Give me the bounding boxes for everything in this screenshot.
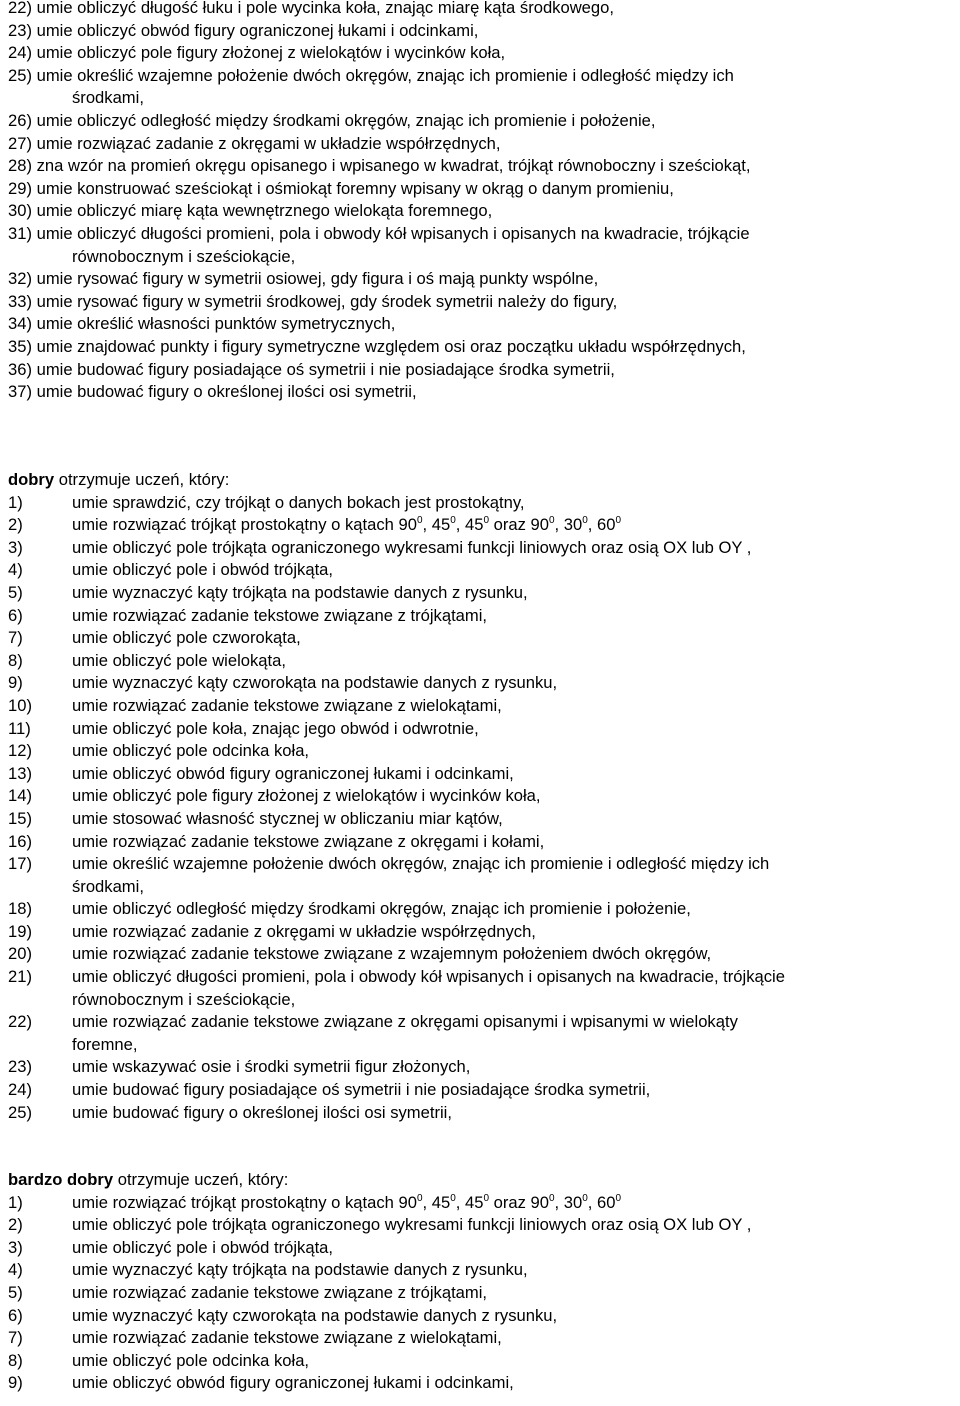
list-item xyxy=(8,492,960,515)
item-text xyxy=(72,853,960,876)
item-text-main: umie obliczyć pole wielokąta, xyxy=(72,650,286,670)
item-text: umie określić wzajemne położenie dwóch okręgów, znając ich promienie i odległość między ich xyxy=(36,65,734,85)
list-item xyxy=(8,921,960,944)
requirements-bardzo-dobry xyxy=(8,1169,960,1395)
item-text xyxy=(72,672,960,695)
item-number: 12) xyxy=(8,741,32,761)
list-item xyxy=(8,42,960,65)
item-text-main: umie obliczyć pole trójkąta ograniczonego wykresami funkcji liniowych oraz osią OX lub OY , xyxy=(72,1215,752,1235)
item-text xyxy=(72,1350,960,1373)
degree-superscript: 0 xyxy=(582,515,588,527)
item-text-main: umie obliczyć pole koła, znając jego obwód i odwrotnie, xyxy=(72,718,479,738)
list-item xyxy=(8,831,960,854)
item-text xyxy=(72,492,960,515)
list-item xyxy=(8,605,960,628)
item-text xyxy=(72,718,960,741)
list-item xyxy=(8,1305,960,1328)
list-item xyxy=(8,65,960,110)
item-text xyxy=(72,785,960,808)
item-number: 2) xyxy=(8,1215,23,1235)
list-item xyxy=(8,1350,960,1373)
item-text: umie budować figury posiadające oś symetrii i nie posiadające środka symetrii, xyxy=(36,359,615,379)
item-text-main: umie wyznaczyć kąty trójkąta na podstawie danych z rysunku, xyxy=(72,582,528,602)
item-number: 23) xyxy=(8,20,32,40)
item-number: 4) xyxy=(8,1260,23,1280)
item-text xyxy=(72,966,960,989)
item-text xyxy=(72,627,960,650)
item-text-part: , 45 xyxy=(422,1192,451,1212)
item-text-main: umie obliczyć pole odcinka koła, xyxy=(72,741,310,761)
item-text xyxy=(72,605,960,628)
list-item xyxy=(8,650,960,673)
item-number: 13) xyxy=(8,763,32,783)
item-text xyxy=(72,831,960,854)
item-text-main: umie budować figury posiadające oś symetrii i nie posiadające środka symetrii, xyxy=(72,1080,651,1100)
item-number: 5) xyxy=(8,582,23,602)
item-text-main: umie obliczyć pole i obwód trójkąta, xyxy=(72,1237,334,1257)
list-item xyxy=(8,155,960,178)
list-item xyxy=(8,514,960,537)
item-text: umie rysować figury w symetrii środkowej, gdy środek symetrii należy do figury, xyxy=(36,291,618,311)
item-text-continued: środkami, xyxy=(72,88,144,108)
item-text xyxy=(72,808,960,831)
item-text-main: umie rozwiązać zadanie tekstowe związane z okręgami opisanymi i wpisanymi w wielokąty xyxy=(72,1012,738,1032)
requirements-dobry xyxy=(8,469,960,1124)
item-text xyxy=(72,1372,960,1395)
item-text-continued: równobocznym i sześciokącie, xyxy=(72,246,296,266)
item-text: umie obliczyć długość łuku i pole wycinka koła, znając miarę kąta środkowego, xyxy=(36,0,614,17)
list-item xyxy=(8,672,960,695)
item-text-main: umie wyznaczyć kąty trójkąta na podstawie danych z rysunku, xyxy=(72,1260,528,1280)
grade-heading-bardzo-dobry xyxy=(8,1169,960,1192)
item-text-continued: foremne, xyxy=(72,1034,138,1054)
item-number: 16) xyxy=(8,831,32,851)
list-item xyxy=(8,853,960,898)
item-text-main: umie rozwiązać zadanie tekstowe związane z wielokątami, xyxy=(72,1328,502,1348)
item-text xyxy=(72,1305,960,1328)
item-text-main: umie obliczyć pole figury złożonej z wielokątów i wycinków koła, xyxy=(72,786,541,806)
item-text xyxy=(72,537,960,560)
degree-superscript: 0 xyxy=(548,1192,555,1204)
item-number: 33) xyxy=(8,291,32,311)
item-text xyxy=(72,1102,960,1125)
item-text: umie znajdować punkty i figury symetryczne względem osi oraz początku układu współrzędnych, xyxy=(36,336,746,356)
item-number: 35) xyxy=(8,336,32,356)
item-text xyxy=(72,1079,960,1102)
item-text-main: umie rozwiązać zadanie tekstowe związane z trójkątami, xyxy=(72,605,488,625)
item-text: umie obliczyć pole figury złożonej z wielokątów i wycinków koła, xyxy=(36,43,506,63)
item-number: 26) xyxy=(8,110,32,130)
item-text xyxy=(72,1259,960,1282)
item-number: 29) xyxy=(8,178,32,198)
list-item xyxy=(8,0,960,20)
item-text-part: , 45 xyxy=(455,515,484,535)
item-text: umie konstruować sześciokąt i ośmiokąt foremny wpisany w okrąg o danym promieniu, xyxy=(36,178,674,198)
degree-superscript: 0 xyxy=(416,515,423,527)
item-number: 17) xyxy=(8,854,32,874)
item-text xyxy=(72,1056,960,1079)
list-item xyxy=(8,20,960,43)
item-number: 37) xyxy=(8,382,32,402)
list-item xyxy=(8,1011,960,1056)
grade-intro: otrzymuje uczeń, który: xyxy=(54,470,230,489)
item-text-part: , 30 xyxy=(554,1192,583,1212)
item-text-main: umie wyznaczyć kąty czworokąta na podstawie danych z rysunku, xyxy=(72,673,558,693)
item-text-main: umie obliczyć długości promieni, pola i obwody kół wpisanych i opisanych na kwadracie, trójkącie xyxy=(72,967,785,987)
item-text-main: umie rozwiązać zadanie tekstowe związane z wielokątami, xyxy=(72,695,502,715)
item-text-part: , 60 xyxy=(587,515,616,535)
item-number: 9) xyxy=(8,1373,23,1393)
item-text-main: umie obliczyć pole i obwód trójkąta, xyxy=(72,560,334,580)
item-number: 4) xyxy=(8,560,23,580)
list-item xyxy=(8,133,960,156)
degree-superscript: 0 xyxy=(416,1192,423,1204)
list-item xyxy=(8,1372,960,1395)
list-item xyxy=(8,1259,960,1282)
list-item xyxy=(8,110,960,133)
list-item xyxy=(8,1079,960,1102)
item-number: 31) xyxy=(8,223,32,243)
grade-intro: otrzymuje uczeń, który: xyxy=(113,1170,289,1189)
degree-superscript: 0 xyxy=(450,1192,456,1204)
grade-label: dobry xyxy=(8,470,55,489)
list-item xyxy=(8,718,960,741)
item-number: 1) xyxy=(8,492,23,512)
item-text xyxy=(72,1214,960,1237)
item-number: 7) xyxy=(8,1328,23,1348)
item-text: umie rysować figury w symetrii osiowej, gdy figura i oś mają punkty wspólne, xyxy=(36,269,599,289)
item-number: 22) xyxy=(8,0,32,17)
item-number: 23) xyxy=(8,1057,32,1077)
item-text xyxy=(72,1282,960,1305)
list-item xyxy=(8,178,960,201)
list-item xyxy=(8,1102,960,1125)
grade-heading-dobry xyxy=(8,469,960,492)
degree-superscript: 0 xyxy=(615,1192,622,1204)
item-number: 6) xyxy=(8,1305,23,1325)
list-item xyxy=(8,1056,960,1079)
item-number: 7) xyxy=(8,628,23,648)
item-text-main: umie sprawdzić, czy trójkąt o danych bokach jest prostokątny, xyxy=(72,492,525,512)
requirements-list xyxy=(8,1192,960,1395)
list-item xyxy=(8,695,960,718)
item-number: 9) xyxy=(8,673,23,693)
item-number: 14) xyxy=(8,786,32,806)
item-number: 24) xyxy=(8,43,32,63)
item-number: 10) xyxy=(8,695,32,715)
item-text-main: umie obliczyć obwód figury ograniczonej łukami i odcinkami, xyxy=(72,1373,514,1393)
item-number: 21) xyxy=(8,967,32,987)
item-text-main: umie rozwiązać zadanie tekstowe związane z wzajemnym położeniem dwóch okręgów, xyxy=(72,944,712,964)
item-text xyxy=(72,1327,960,1350)
item-number: 6) xyxy=(8,605,23,625)
list-item xyxy=(8,537,960,560)
item-text xyxy=(72,559,960,582)
item-number: 25) xyxy=(8,1102,32,1122)
degree-superscript: 0 xyxy=(548,515,555,527)
item-text: umie obliczyć długości promieni, pola i obwody kół wpisanych i opisanych na kwadracie, trójkącie xyxy=(36,223,750,243)
item-number: 25) xyxy=(8,65,32,85)
list-item xyxy=(8,559,960,582)
item-text: zna wzór na promień okręgu opisanego i wpisanego w kwadrat, trójkąt równoboczny i sześciokąt, xyxy=(36,156,751,176)
item-number: 36) xyxy=(8,359,32,379)
list-item xyxy=(8,966,960,1011)
item-text: umie określić własności punktów symetrycznych, xyxy=(36,314,396,334)
item-text-part: , 45 xyxy=(455,1192,484,1212)
item-text xyxy=(72,582,960,605)
list-item xyxy=(8,200,960,223)
list-item xyxy=(8,223,960,268)
item-text-main: umie obliczyć pole czworokąta, xyxy=(72,628,301,648)
item-text: umie obliczyć obwód figury ograniczonej łukami i odcinkami, xyxy=(36,20,479,40)
list-item xyxy=(8,1214,960,1237)
item-number: 27) xyxy=(8,133,32,153)
item-text xyxy=(72,1011,960,1034)
item-number: 2) xyxy=(8,515,23,535)
list-item xyxy=(8,1282,960,1305)
list-item xyxy=(8,381,960,404)
item-text xyxy=(72,763,960,786)
item-text-part: , 60 xyxy=(587,1192,616,1212)
item-number: 15) xyxy=(8,808,32,828)
item-text-part: , 30 xyxy=(554,515,583,535)
list-item xyxy=(8,740,960,763)
item-text: umie obliczyć miarę kąta wewnętrznego wielokąta foremnego, xyxy=(36,201,493,221)
list-item xyxy=(8,336,960,359)
item-text-main: umie rozwiązać zadanie z okręgami w układzie współrzędnych, xyxy=(72,921,536,941)
item-number: 28) xyxy=(8,156,32,176)
item-text-main: umie wskazywać osie i środki symetrii figur złożonych, xyxy=(72,1057,471,1077)
item-text-main: umie obliczyć pole trójkąta ograniczonego wykresami funkcji liniowych oraz osią OX lub OY , xyxy=(72,537,752,557)
degree-superscript: 0 xyxy=(483,1192,490,1204)
item-text xyxy=(72,740,960,763)
item-text: umie budować figury o określonej ilości osi symetrii, xyxy=(36,382,417,402)
item-text-main: umie obliczyć pole odcinka koła, xyxy=(72,1350,310,1370)
item-text xyxy=(72,514,960,537)
item-text-part: oraz 90 xyxy=(489,1192,549,1212)
degree-superscript: 0 xyxy=(582,1192,588,1204)
item-text xyxy=(72,943,960,966)
item-number: 3) xyxy=(8,1237,23,1257)
requirements-list xyxy=(8,492,960,1125)
item-text xyxy=(72,1237,960,1260)
list-item xyxy=(8,898,960,921)
item-number: 22) xyxy=(8,1012,32,1032)
item-text-main: umie rozwiązać zadanie tekstowe związane z okręgami i kołami, xyxy=(72,831,545,851)
item-number: 24) xyxy=(8,1080,32,1100)
list-item xyxy=(8,313,960,336)
item-number: 19) xyxy=(8,921,32,941)
item-number: 8) xyxy=(8,1350,23,1370)
item-text-main: umie obliczyć obwód figury ograniczonej łukami i odcinkami, xyxy=(72,763,514,783)
item-text-main: umie stosować własność stycznej w obliczaniu miar kątów, xyxy=(72,808,503,828)
item-text xyxy=(72,650,960,673)
item-number: 1) xyxy=(8,1192,23,1212)
item-number: 3) xyxy=(8,537,23,557)
item-text-main: umie rozwiązać trójkąt prostokątny o kątach 90 xyxy=(72,515,417,535)
list-item xyxy=(8,627,960,650)
item-text xyxy=(72,898,960,921)
item-text xyxy=(72,695,960,718)
list-item xyxy=(8,359,960,382)
item-text-main: umie rozwiązać zadanie tekstowe związane z trójkątami, xyxy=(72,1282,488,1302)
item-number: 5) xyxy=(8,1282,23,1302)
item-text xyxy=(72,921,960,944)
list-item xyxy=(8,291,960,314)
item-text: umie rozwiązać zadanie z okręgami w układzie współrzędnych, xyxy=(36,133,501,153)
degree-superscript: 0 xyxy=(615,515,622,527)
item-text-main: umie określić wzajemne położenie dwóch okręgów, znając ich promienie i odległość między ich xyxy=(72,854,770,874)
grade-label: bardzo dobry xyxy=(8,1170,114,1189)
list-item xyxy=(8,582,960,605)
item-number: 8) xyxy=(8,650,23,670)
list-item xyxy=(8,943,960,966)
degree-superscript: 0 xyxy=(483,515,490,527)
item-text-main: umie budować figury o określonej ilości osi symetrii, xyxy=(72,1102,452,1122)
item-number: 32) xyxy=(8,269,32,289)
item-text-main: umie rozwiązać trójkąt prostokątny o kątach 90 xyxy=(72,1192,417,1212)
item-text xyxy=(72,1192,960,1215)
list-item xyxy=(8,808,960,831)
item-text-part: oraz 90 xyxy=(489,515,549,535)
item-number: 20) xyxy=(8,944,32,964)
item-text-part: , 45 xyxy=(422,515,451,535)
list-item xyxy=(8,1192,960,1215)
item-text: umie obliczyć odległość między środkami okręgów, znając ich promienie i położenie, xyxy=(36,110,656,130)
list-item xyxy=(8,763,960,786)
item-text-main: umie wyznaczyć kąty czworokąta na podstawie danych z rysunku, xyxy=(72,1305,558,1325)
item-number: 11) xyxy=(8,718,31,738)
item-number: 18) xyxy=(8,899,32,919)
item-text-continued: równobocznym i sześciokącie, xyxy=(72,989,296,1009)
degree-superscript: 0 xyxy=(450,515,456,527)
list-item xyxy=(8,268,960,291)
item-number: 34) xyxy=(8,314,32,334)
list-item xyxy=(8,785,960,808)
requirements-list-continued xyxy=(8,0,960,404)
list-item xyxy=(8,1327,960,1350)
item-text-continued: środkami, xyxy=(72,876,144,896)
list-item xyxy=(8,1237,960,1260)
item-number: 30) xyxy=(8,201,32,221)
item-text-main: umie obliczyć odległość między środkami okręgów, znając ich promienie i położenie, xyxy=(72,899,691,919)
